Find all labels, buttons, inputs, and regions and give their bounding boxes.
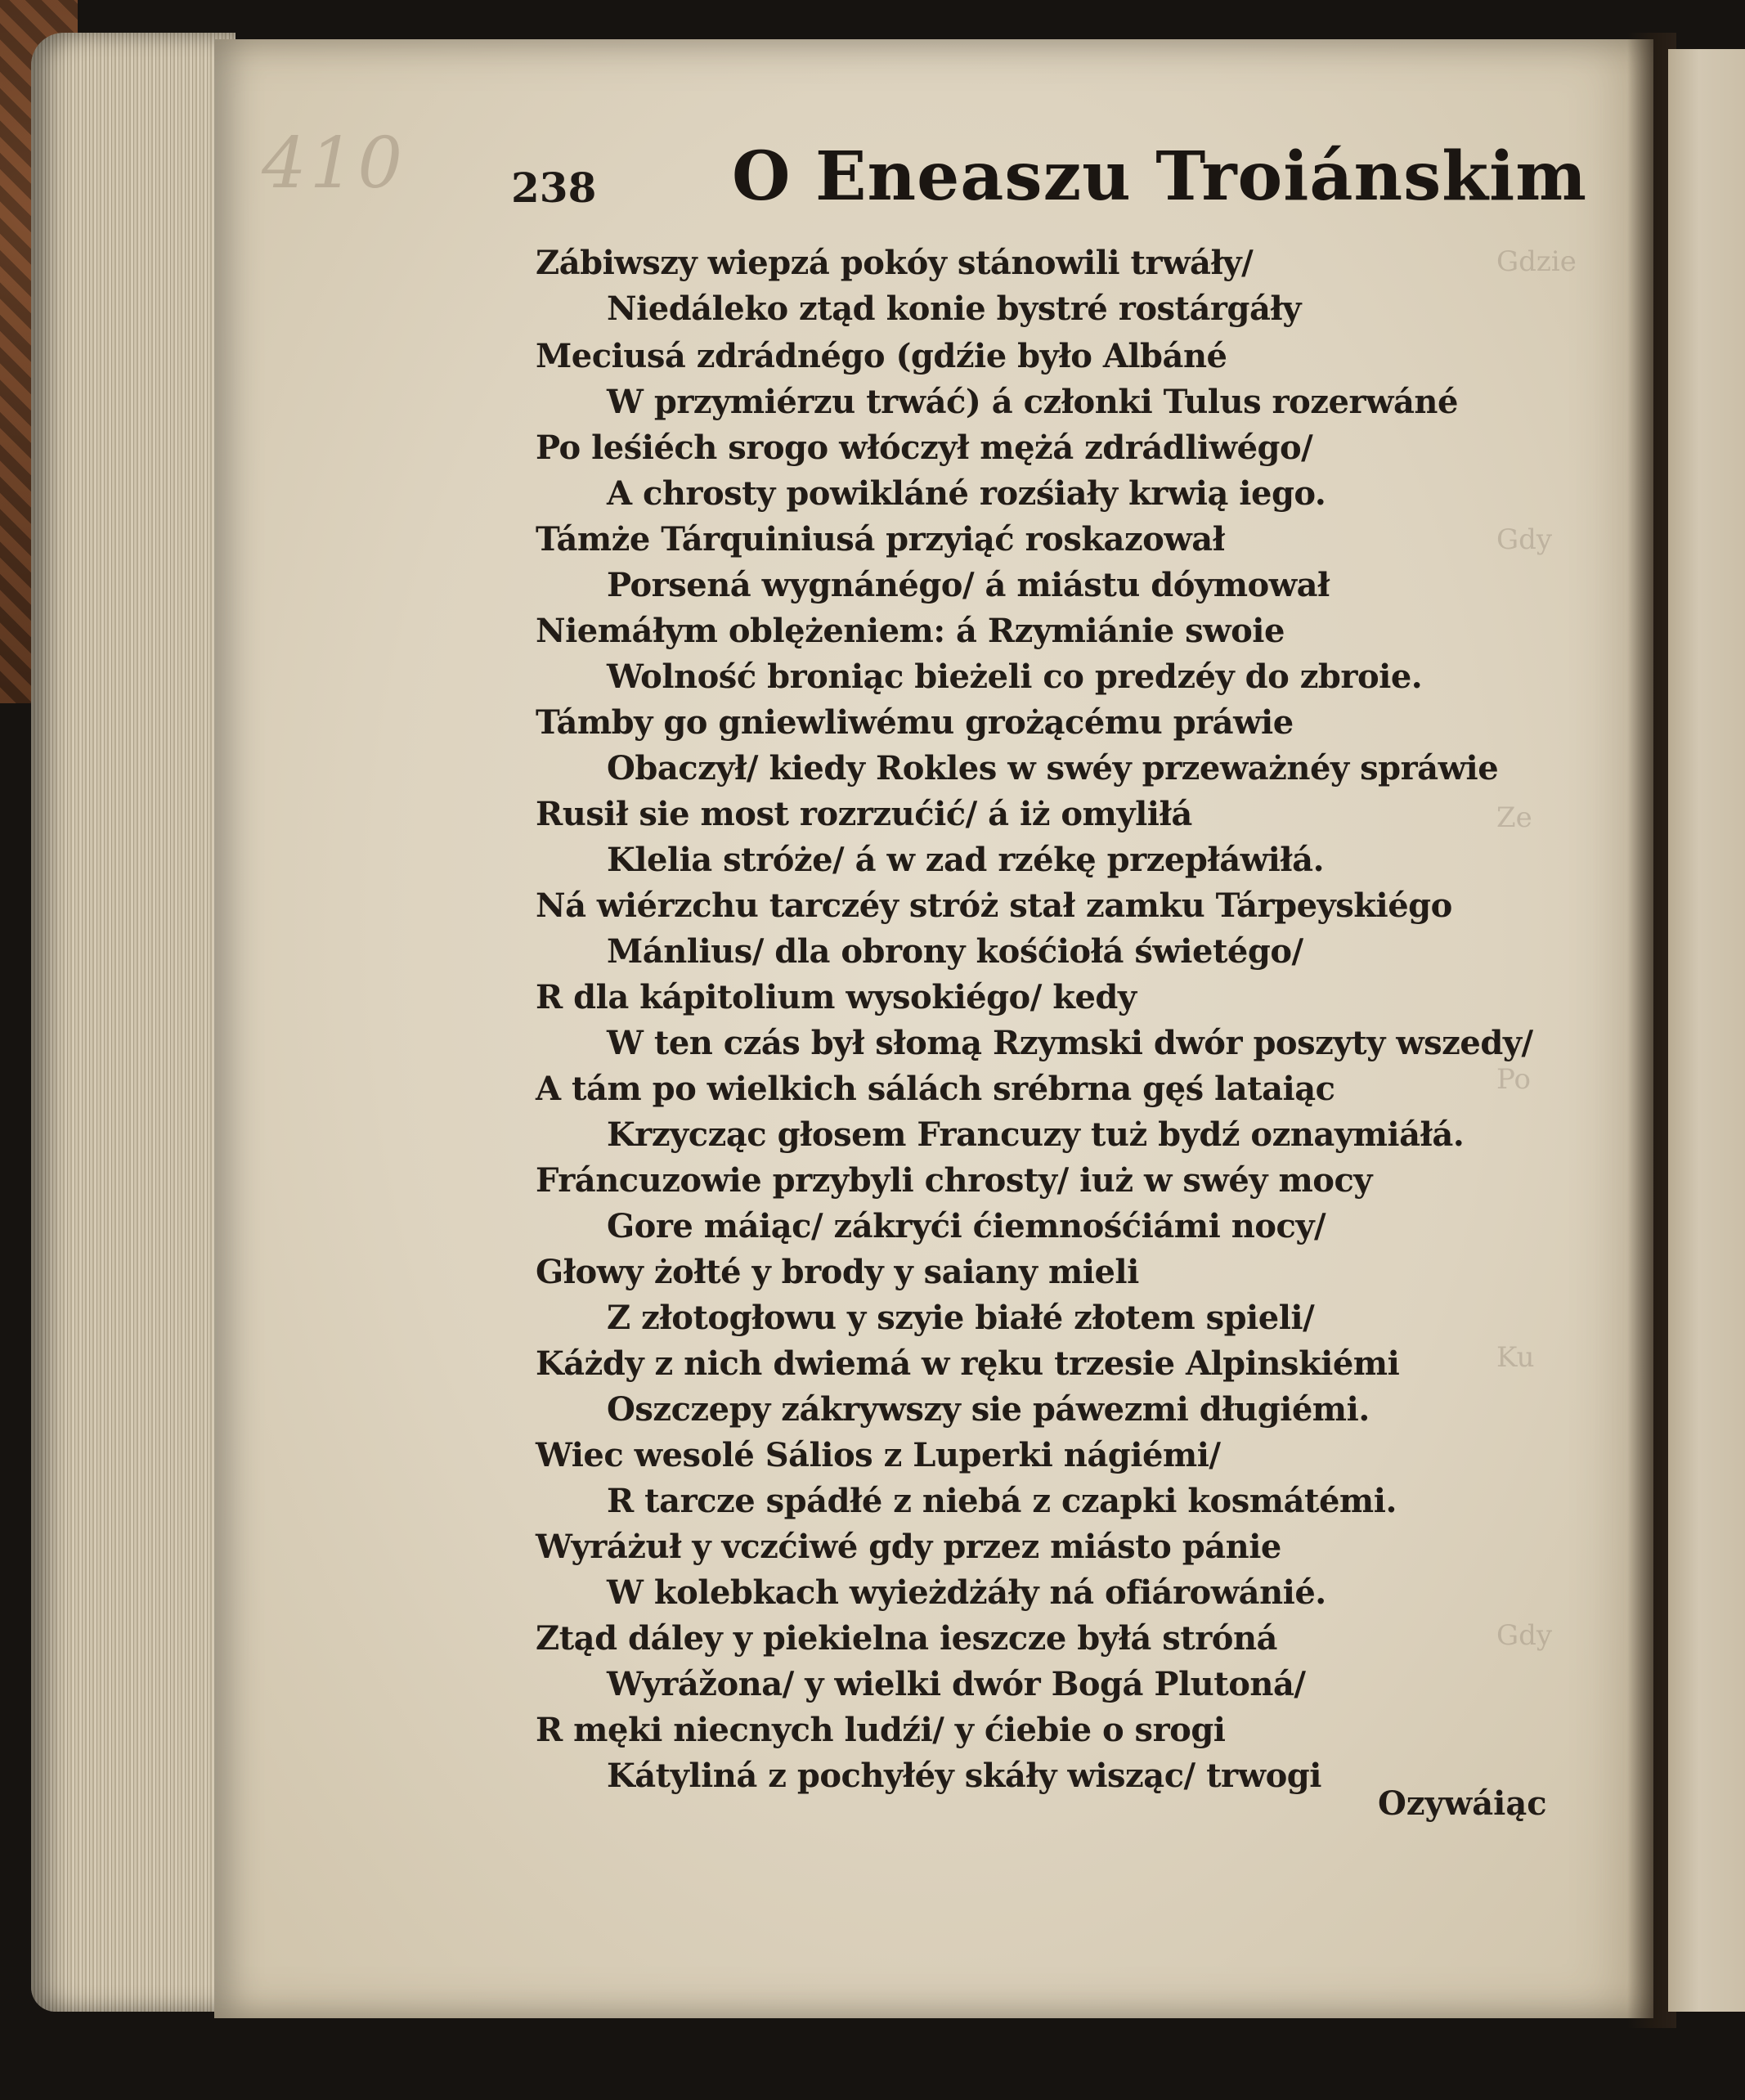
verse-line: Krzycząc głosem Francuzy tuż bydź oznaymiáłá. [607,1115,1465,1154]
verse-line: Wiec wesolé Sálios z Luperki nágiémi/ [536,1436,1221,1474]
verse-line: Gore máiąc/ zákryći ćiemnośćiámi nocy/ [607,1207,1326,1245]
verse-line: Wolność broniąc bieżeli co predzéy do zbroie. [607,657,1423,696]
bleedthrough-text: Gdy [1496,1619,1553,1652]
verse-line: Głowy żołté y brody y saiany mieli [536,1253,1139,1291]
verse-line: Támby go gniewliwému grożącému práwie [536,703,1294,742]
verse-line: Kátyliná z pochyłéy skáły wisząc/ trwogi [607,1757,1321,1795]
verse-line: Mánlius/ dla obrony kośćiołá świetégo/ [607,932,1303,971]
verse-line: Oszczepy zákrywszy sie páwezmi długiémi. [607,1390,1370,1429]
verse-line: Ztąd dáley y piekielna ieszcze byłá stróná [536,1619,1277,1658]
verse-line: Fráncuzowie przybyli chrosty/ iuż w swéy mocy [536,1161,1373,1200]
verse-line: R dla kápitolium wysokiégo/ kedy [536,978,1137,1016]
verse-line: Niemáłym oblężeniem: á Rzymiánie swoie [536,612,1285,650]
verse-line: R męki niecnych ludźi/ y ćiebie o srogi [536,1711,1226,1749]
verse-line: W ten czás był słomą Rzymski dwór poszyty wszedy/ [607,1024,1533,1062]
verse-line: Niedáleko ztąd konie bystré rostárgáły [607,289,1302,328]
verse-line: Támże Tárquiniusá przyiąć roskazował [536,520,1225,559]
page-number: 238 [511,164,597,212]
page-edges [31,33,236,2012]
running-title: O Eneaszu Troiánskim [732,137,1588,216]
verse-line: Káżdy z nich dwiemá w ręku trzesie Alpinskiémi [536,1344,1400,1383]
verse-line: Meciusá zdrádnégo (gdźie było Albáné [536,337,1227,375]
verse-line: Obaczył/ kiedy Rokles w swéy przeważnéy spráwie [607,749,1499,788]
verse-line: W przymiérzu trwáć) á członki Tulus rozerwáné [607,383,1458,421]
catchword: Ozywáiąc [1378,1784,1547,1823]
verse-line: Wyrážona/ y wielki dwór Bogá Plutoná/ [607,1665,1306,1703]
verse-line: W kolebkach wyieżdżáły ná ofiárowánié. [607,1573,1326,1612]
verse-line: A chrosty powikláné rozśiały krwią iego. [607,474,1326,513]
handwritten-folio-number: 410 [262,123,406,204]
bleedthrough-text: Gdzie [1496,245,1577,278]
verse-line: Zábiwszy wiepzá pokóy stánowili trwáły/ [536,244,1254,282]
bleedthrough-text: Gdy [1496,523,1553,556]
verse-line: Z złotogłowu y szyie białé złotem spieli/ [607,1299,1315,1337]
verse-line: Porsená wygnánégo/ á miástu dóymował [607,566,1330,604]
verse-line: A tám po wielkich sálách srébrna gęś lataiąc [536,1070,1335,1108]
bleedthrough-text: Po [1496,1063,1531,1096]
bleedthrough-text: Ku [1496,1341,1535,1374]
verse-line: Rusił sie most rozrzućić/ á iż omyliłá [536,795,1192,833]
facing-page-edge [1668,49,1745,2012]
verse-line: Klelia stróże/ á w zad rzékę przepłáwiłá. [607,841,1324,879]
bleedthrough-text: Ze [1496,801,1532,834]
verse-line: Ná wiérzchu tarczéy stróż stał zamku Tárpeyskiégo [536,886,1452,925]
verse-line: Wyráżuł y vczćiwé gdy przez miásto pánie [536,1528,1281,1566]
verse-line: Po leśiéch srogo włóczył mężá zdrádliwégo/ [536,429,1313,467]
verse-line: R tarcze spádłé z niebá z czapki kosmátémi. [607,1482,1397,1520]
